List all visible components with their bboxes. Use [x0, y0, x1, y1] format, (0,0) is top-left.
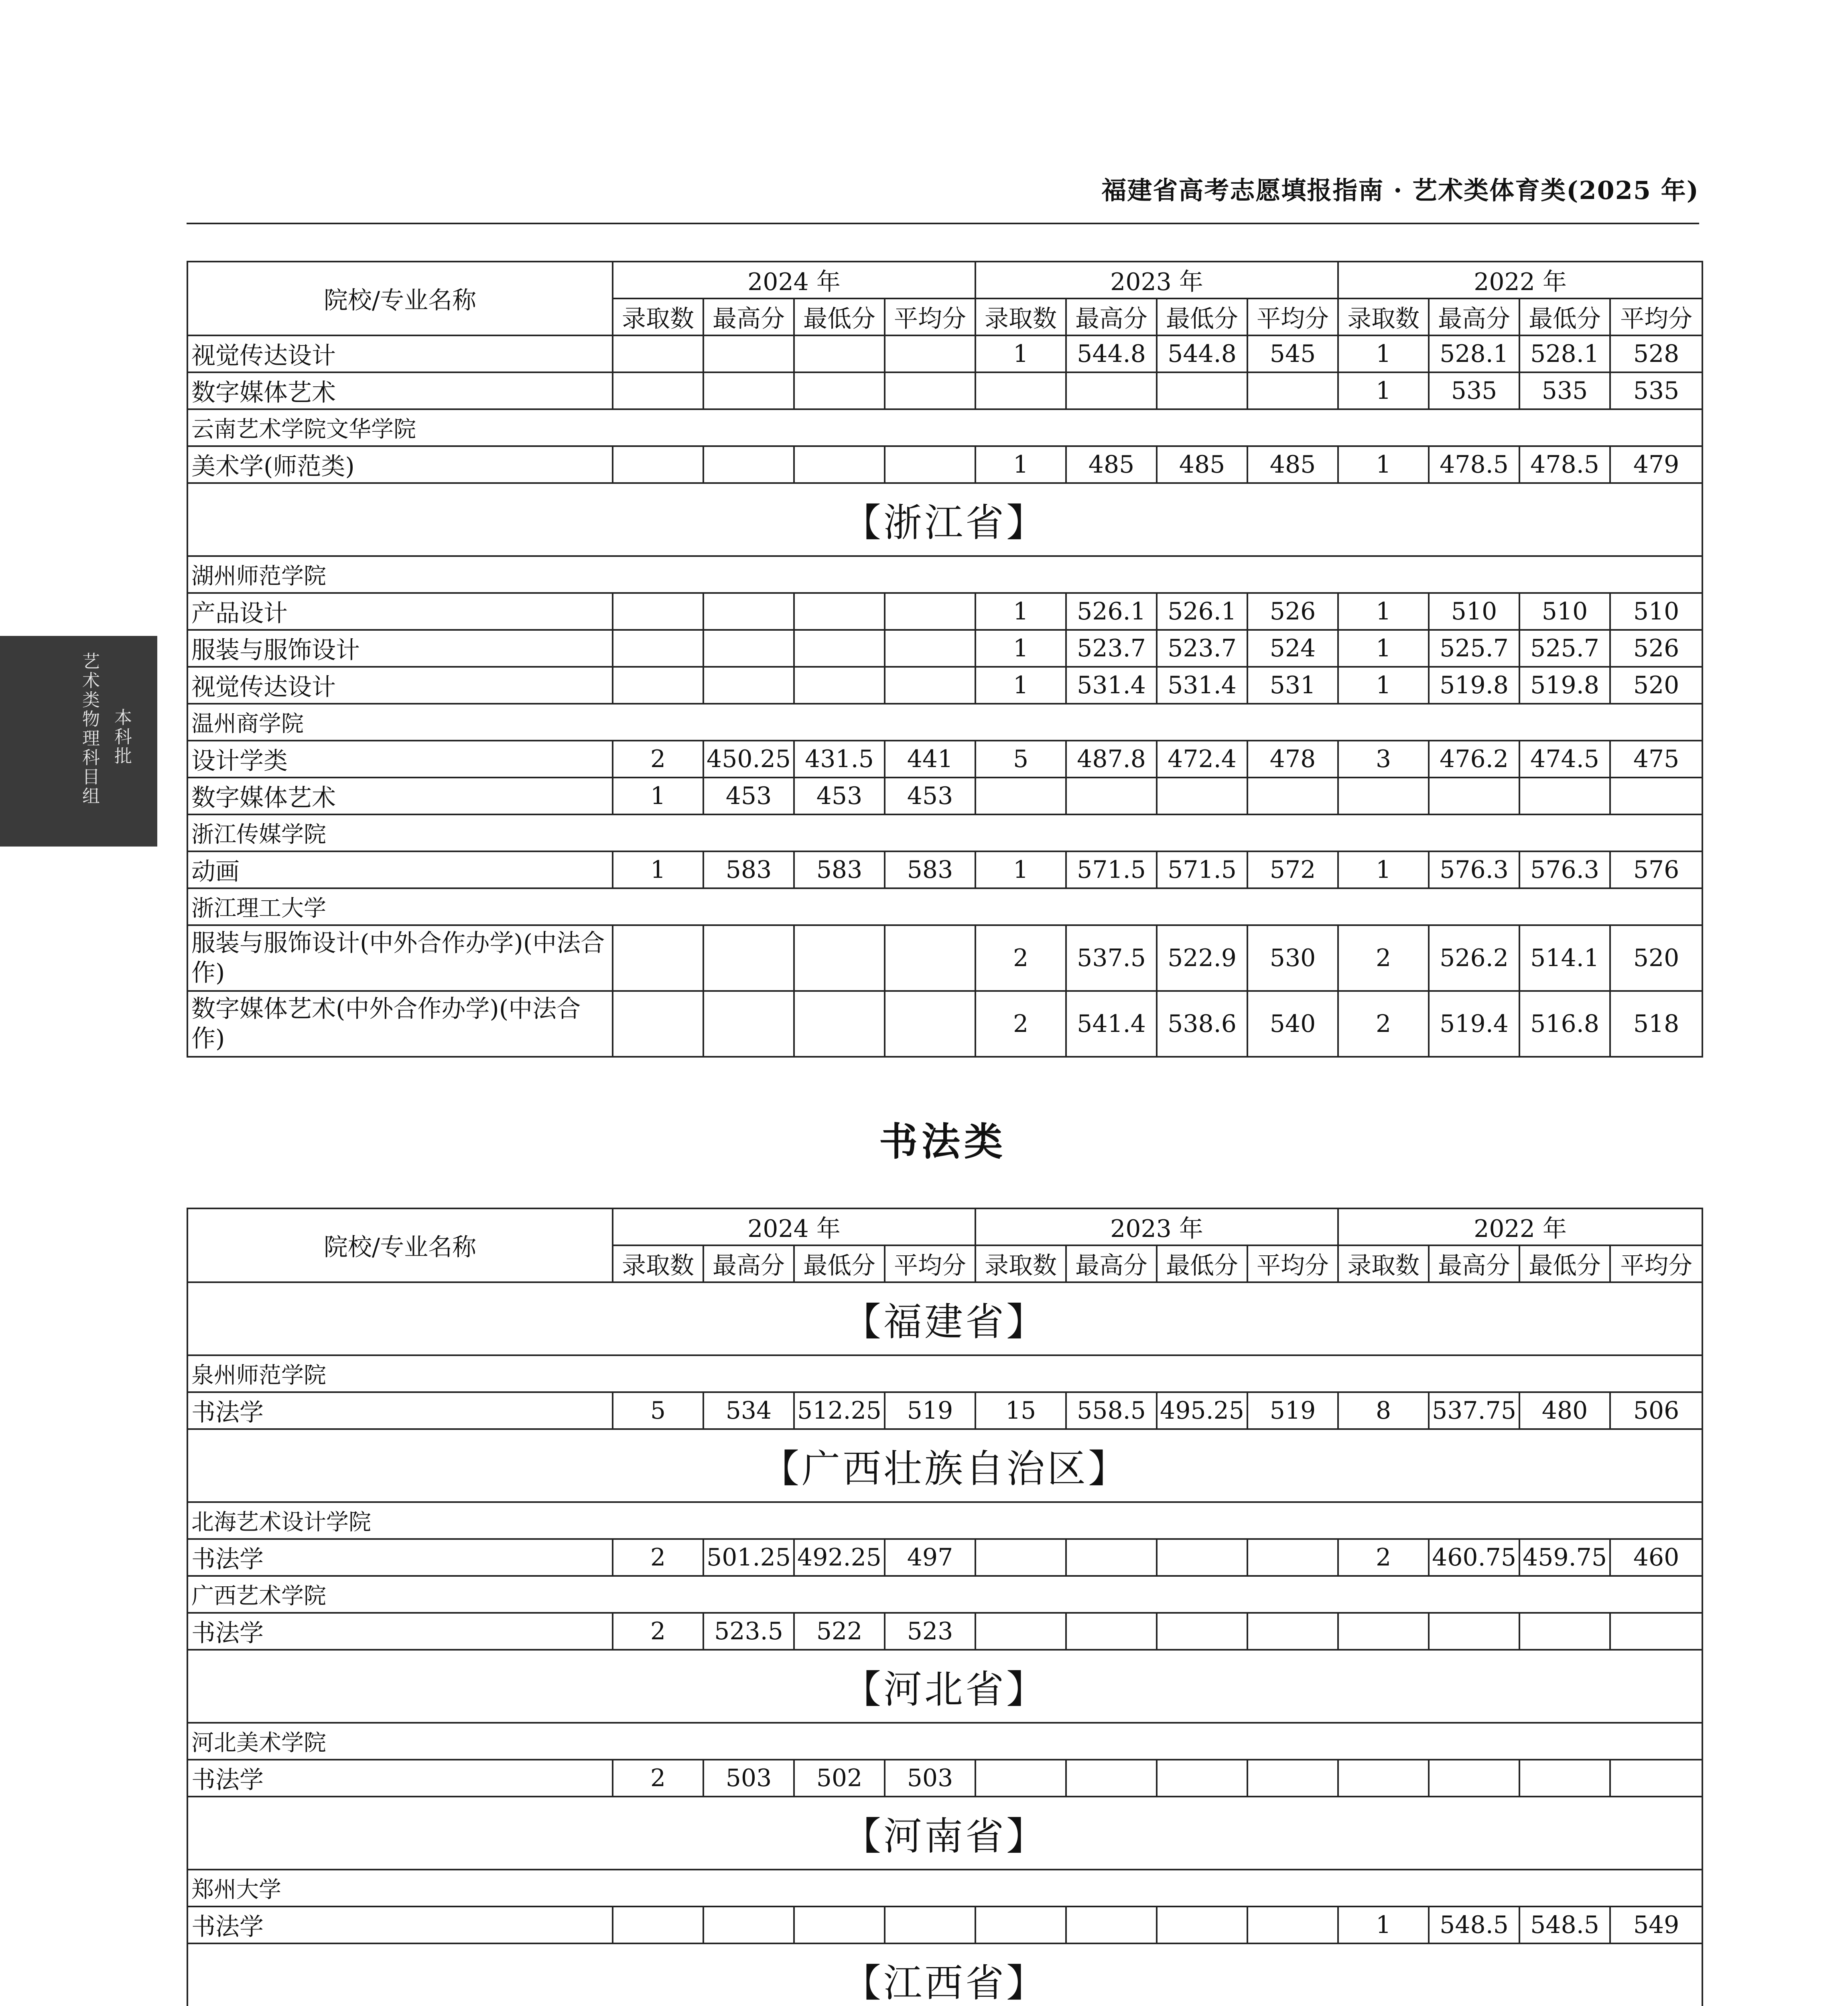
score-cell: 453 [794, 778, 885, 814]
header-subcolumn: 录取数 [975, 298, 1066, 335]
score-cell: 537.5 [1066, 925, 1157, 991]
score-cell [975, 1907, 1066, 1943]
score-cell [613, 446, 703, 483]
header-year: 2023 年 [975, 1208, 1338, 1245]
score-cell: 519 [1247, 1392, 1338, 1429]
score-cell [1066, 1613, 1157, 1650]
school-name: 郑州大学 [187, 1870, 1702, 1907]
header-year: 2023 年 [975, 262, 1338, 298]
score-cell: 576.3 [1429, 851, 1519, 888]
score-cell [1519, 1613, 1610, 1650]
score-cell: 525.7 [1429, 630, 1519, 667]
school-name: 浙江理工大学 [187, 888, 1702, 925]
score-cell: 537.75 [1429, 1392, 1519, 1429]
score-cell: 572 [1247, 851, 1338, 888]
score-cell: 514.1 [1519, 925, 1610, 991]
major-name: 书法学 [187, 1613, 613, 1650]
score-cell [1157, 1907, 1247, 1943]
score-cell [703, 372, 794, 409]
score-cell [1157, 372, 1247, 409]
header-subcolumn: 平均分 [1247, 1245, 1338, 1282]
score-cell [613, 593, 703, 630]
score-cell: 1 [1338, 667, 1429, 704]
score-cell [885, 335, 975, 372]
score-cell [1157, 1760, 1247, 1797]
score-cell [1066, 1539, 1157, 1576]
score-cell: 503 [885, 1760, 975, 1797]
score-cell: 1 [975, 630, 1066, 667]
side-tab [0, 636, 157, 847]
score-cell: 583 [703, 851, 794, 888]
province-row [187, 1797, 1702, 1870]
major-name: 产品设计 [187, 593, 613, 630]
score-cell [1610, 1760, 1702, 1797]
score-cell: 528 [1610, 335, 1702, 372]
major-row [187, 778, 1702, 814]
score-cell [1157, 1613, 1247, 1650]
school-row [187, 409, 1702, 446]
score-cell: 506 [1610, 1392, 1702, 1429]
header-subcolumn: 最低分 [1157, 298, 1247, 335]
score-cell: 510 [1519, 593, 1610, 630]
header-subcolumn: 录取数 [613, 298, 703, 335]
score-cell [613, 372, 703, 409]
major-row [187, 630, 1702, 667]
score-cell: 431.5 [794, 741, 885, 778]
score-cell [1338, 1613, 1429, 1650]
score-cell: 516.8 [1519, 991, 1610, 1057]
province-heading: 【福建省】 [187, 1282, 1702, 1355]
score-cell: 571.5 [1157, 851, 1247, 888]
school-name: 广西艺术学院 [187, 1576, 1702, 1613]
score-cell [1157, 1539, 1247, 1576]
score-cell [794, 667, 885, 704]
score-cell: 519.8 [1519, 667, 1610, 704]
school-row [187, 888, 1702, 925]
score-cell: 523 [885, 1613, 975, 1650]
major-name: 数字媒体艺术(中外合作办学)(中法合作) [187, 991, 613, 1057]
score-cell [1066, 1760, 1157, 1797]
score-cell: 485 [1247, 446, 1338, 483]
score-cell: 1 [1338, 630, 1429, 667]
score-cell: 518 [1610, 991, 1702, 1057]
header-subcolumn: 最低分 [794, 1245, 885, 1282]
school-name: 北海艺术设计学院 [187, 1502, 1702, 1539]
score-cell [703, 925, 794, 991]
header-subcolumn: 录取数 [1338, 1245, 1429, 1282]
score-cell [703, 991, 794, 1057]
score-cell: 3 [1338, 741, 1429, 778]
score-cell: 523.5 [703, 1613, 794, 1650]
score-cell: 538.6 [1157, 991, 1247, 1057]
major-name: 书法学 [187, 1392, 613, 1429]
school-row [187, 1355, 1702, 1392]
score-cell: 2 [1338, 925, 1429, 991]
score-cell: 535 [1519, 372, 1610, 409]
score-cell [794, 925, 885, 991]
header-name: 院校/专业名称 [187, 1208, 613, 1282]
major-row [187, 335, 1702, 372]
score-cell: 549 [1610, 1907, 1702, 1943]
score-cell: 1 [1338, 335, 1429, 372]
score-cell: 522 [794, 1613, 885, 1650]
school-row [187, 1870, 1702, 1907]
score-cell: 548.5 [1429, 1907, 1519, 1943]
major-name: 动画 [187, 851, 613, 888]
score-cell: 544.8 [1157, 335, 1247, 372]
score-cell [885, 593, 975, 630]
header-subcolumn: 录取数 [975, 1245, 1066, 1282]
header-subcolumn: 录取数 [613, 1245, 703, 1282]
province-heading: 【河北省】 [187, 1650, 1702, 1723]
score-cell [975, 1539, 1066, 1576]
school-name: 湖州师范学院 [187, 556, 1702, 593]
score-cell: 512.25 [794, 1392, 885, 1429]
school-name: 温州商学院 [187, 704, 1702, 741]
score-cell: 541.4 [1066, 991, 1157, 1057]
score-cell: 2 [613, 1613, 703, 1650]
score-cell [1429, 1613, 1519, 1650]
score-cell [703, 446, 794, 483]
score-cell: 523.7 [1066, 630, 1157, 667]
major-name: 设计学类 [187, 741, 613, 778]
score-cell: 1 [1338, 851, 1429, 888]
score-cell [703, 630, 794, 667]
school-name: 河北美术学院 [187, 1723, 1702, 1760]
score-cell: 526 [1247, 593, 1338, 630]
major-row [187, 667, 1702, 704]
score-cell: 524 [1247, 630, 1338, 667]
score-cell: 441 [885, 741, 975, 778]
header-year: 2022 年 [1338, 262, 1702, 298]
score-cell: 510 [1429, 593, 1519, 630]
score-cell: 502 [794, 1760, 885, 1797]
score-cell: 520 [1610, 925, 1702, 991]
score-cell [885, 630, 975, 667]
score-cell: 2 [613, 1539, 703, 1576]
header-year: 2024 年 [613, 1208, 975, 1245]
header-name: 院校/专业名称 [187, 262, 613, 335]
major-name: 美术学(师范类) [187, 446, 613, 483]
school-row [187, 704, 1702, 741]
score-cell [975, 778, 1066, 814]
score-cell: 1 [975, 851, 1066, 888]
province-heading: 【河南省】 [187, 1797, 1702, 1870]
score-cell: 479 [1610, 446, 1702, 483]
score-cell: 2 [975, 991, 1066, 1057]
score-cell: 480 [1519, 1392, 1610, 1429]
score-cell [794, 593, 885, 630]
score-cell: 540 [1247, 991, 1338, 1057]
score-cell [703, 593, 794, 630]
score-cell: 1 [613, 851, 703, 888]
admission-table-continued [187, 261, 1703, 1058]
major-name: 视觉传达设计 [187, 335, 613, 372]
score-cell [1247, 1613, 1338, 1650]
province-row [187, 1429, 1702, 1502]
header-subcolumn: 最低分 [1519, 1245, 1610, 1282]
score-cell: 478.5 [1519, 446, 1610, 483]
score-cell: 519 [885, 1392, 975, 1429]
score-cell: 583 [794, 851, 885, 888]
header-subcolumn: 平均分 [885, 298, 975, 335]
province-row [187, 483, 1702, 556]
score-cell [885, 446, 975, 483]
score-cell: 1 [1338, 446, 1429, 483]
score-cell [613, 667, 703, 704]
header-subcolumn: 平均分 [885, 1245, 975, 1282]
major-row [187, 741, 1702, 778]
score-cell: 460 [1610, 1539, 1702, 1576]
score-cell: 528.1 [1519, 335, 1610, 372]
score-cell: 526 [1610, 630, 1702, 667]
major-row [187, 1907, 1702, 1943]
school-row [187, 1502, 1702, 1539]
score-cell: 576.3 [1519, 851, 1610, 888]
score-cell [1429, 778, 1519, 814]
score-cell [613, 335, 703, 372]
score-cell [794, 372, 885, 409]
score-cell [1247, 1539, 1338, 1576]
school-row [187, 556, 1702, 593]
score-cell: 1 [1338, 372, 1429, 409]
score-cell [1247, 372, 1338, 409]
score-cell: 8 [1338, 1392, 1429, 1429]
school-row [187, 1576, 1702, 1613]
major-name: 数字媒体艺术 [187, 372, 613, 409]
score-cell: 450.25 [703, 741, 794, 778]
header-subcolumn: 最高分 [703, 298, 794, 335]
province-row [187, 1282, 1702, 1355]
major-name: 书法学 [187, 1907, 613, 1943]
calligraphy-admission-table [187, 1208, 1703, 2006]
score-cell: 476.2 [1429, 741, 1519, 778]
score-cell [975, 1760, 1066, 1797]
major-name: 数字媒体艺术 [187, 778, 613, 814]
score-cell: 526.1 [1066, 593, 1157, 630]
score-cell: 5 [613, 1392, 703, 1429]
score-cell: 528.1 [1429, 335, 1519, 372]
score-cell: 485 [1066, 446, 1157, 483]
header-subcolumn: 最低分 [1157, 1245, 1247, 1282]
header-subcolumn: 录取数 [1338, 298, 1429, 335]
score-cell [703, 335, 794, 372]
score-cell: 545 [1247, 335, 1338, 372]
score-cell [885, 925, 975, 991]
school-name: 云南艺术学院文华学院 [187, 409, 1702, 446]
score-cell: 2 [1338, 1539, 1429, 1576]
score-cell [885, 372, 975, 409]
header-subcolumn: 最高分 [1066, 1245, 1157, 1282]
province-heading: 【广西壮族自治区】 [187, 1429, 1702, 1502]
score-cell: 1 [975, 446, 1066, 483]
score-cell: 453 [703, 778, 794, 814]
score-cell: 1 [613, 778, 703, 814]
score-cell [1338, 1760, 1429, 1797]
province-heading: 【浙江省】 [187, 483, 1702, 556]
header-subcolumn: 平均分 [1247, 298, 1338, 335]
major-name: 书法学 [187, 1539, 613, 1576]
score-cell [975, 372, 1066, 409]
score-cell [1519, 1760, 1610, 1797]
major-name: 视觉传达设计 [187, 667, 613, 704]
score-cell: 5 [975, 741, 1066, 778]
score-cell: 525.7 [1519, 630, 1610, 667]
score-cell: 571.5 [1066, 851, 1157, 888]
major-row [187, 1760, 1702, 1797]
school-row [187, 814, 1702, 851]
score-cell [1247, 1760, 1338, 1797]
score-cell [1066, 1907, 1157, 1943]
major-row [187, 1613, 1702, 1650]
score-cell [885, 991, 975, 1057]
school-name: 浙江传媒学院 [187, 814, 1702, 851]
score-cell: 531 [1247, 667, 1338, 704]
score-cell [1429, 1760, 1519, 1797]
header-subcolumn: 平均分 [1610, 298, 1702, 335]
score-cell: 495.25 [1157, 1392, 1247, 1429]
score-cell [1157, 778, 1247, 814]
score-cell: 534 [703, 1392, 794, 1429]
score-cell: 523.7 [1157, 630, 1247, 667]
score-cell [1610, 1613, 1702, 1650]
score-cell: 526.1 [1157, 593, 1247, 630]
score-cell: 478.5 [1429, 446, 1519, 483]
header-subcolumn: 最高分 [1429, 298, 1519, 335]
score-cell: 501.25 [703, 1539, 794, 1576]
score-cell [613, 925, 703, 991]
major-row [187, 593, 1702, 630]
score-cell [613, 630, 703, 667]
score-cell: 459.75 [1519, 1539, 1610, 1576]
header-subcolumn: 最低分 [1519, 298, 1610, 335]
school-name: 泉州师范学院 [187, 1355, 1702, 1392]
score-cell: 576 [1610, 851, 1702, 888]
score-cell: 535 [1610, 372, 1702, 409]
header-year: 2024 年 [613, 262, 975, 298]
header-year: 2022 年 [1338, 1208, 1702, 1245]
score-cell: 503 [703, 1760, 794, 1797]
score-cell: 487.8 [1066, 741, 1157, 778]
score-cell: 1 [975, 593, 1066, 630]
score-cell [1247, 1907, 1338, 1943]
score-cell [703, 1907, 794, 1943]
score-cell: 2 [613, 1760, 703, 1797]
score-cell [1247, 778, 1338, 814]
running-header: 福建省高考志愿填报指南 · 艺术类体育类(2025 年) [1101, 176, 1699, 205]
score-cell: 531.4 [1157, 667, 1247, 704]
score-cell: 519.4 [1429, 991, 1519, 1057]
major-row [187, 851, 1702, 888]
score-cell: 2 [613, 741, 703, 778]
score-cell: 583 [885, 851, 975, 888]
major-name: 书法学 [187, 1760, 613, 1797]
score-cell: 526.2 [1429, 925, 1519, 991]
score-cell: 485 [1157, 446, 1247, 483]
score-cell: 15 [975, 1392, 1066, 1429]
major-row [187, 1392, 1702, 1429]
score-cell: 460.75 [1429, 1539, 1519, 1576]
score-cell [613, 1907, 703, 1943]
score-cell [794, 991, 885, 1057]
province-row [187, 1650, 1702, 1723]
score-cell: 2 [1338, 991, 1429, 1057]
score-cell: 520 [1610, 667, 1702, 704]
score-cell: 530 [1247, 925, 1338, 991]
score-cell [794, 1907, 885, 1943]
header-subcolumn: 最低分 [794, 298, 885, 335]
header-rule [187, 223, 1699, 224]
score-cell [1066, 372, 1157, 409]
score-cell: 2 [975, 925, 1066, 991]
score-cell: 544.8 [1066, 335, 1157, 372]
score-cell: 535 [1429, 372, 1519, 409]
score-cell: 1 [975, 667, 1066, 704]
score-cell: 519.8 [1429, 667, 1519, 704]
major-row [187, 372, 1702, 409]
score-cell [975, 1613, 1066, 1650]
score-cell: 475 [1610, 741, 1702, 778]
score-cell: 1 [975, 335, 1066, 372]
score-cell [794, 630, 885, 667]
score-cell [1610, 778, 1702, 814]
score-cell: 1 [1338, 1907, 1429, 1943]
major-row [187, 446, 1702, 483]
score-cell: 522.9 [1157, 925, 1247, 991]
major-row [187, 991, 1702, 1057]
score-cell: 558.5 [1066, 1392, 1157, 1429]
school-row [187, 1723, 1702, 1760]
header-subcolumn: 最高分 [1429, 1245, 1519, 1282]
score-cell [1338, 778, 1429, 814]
score-cell: 531.4 [1066, 667, 1157, 704]
province-heading: 【江西省】 [187, 1943, 1702, 2006]
score-cell: 453 [885, 778, 975, 814]
score-cell: 548.5 [1519, 1907, 1610, 1943]
score-cell: 478 [1247, 741, 1338, 778]
score-cell: 497 [885, 1539, 975, 1576]
major-row [187, 925, 1702, 991]
major-row [187, 1539, 1702, 1576]
header-subcolumn: 平均分 [1610, 1245, 1702, 1282]
score-cell [703, 667, 794, 704]
score-cell: 492.25 [794, 1539, 885, 1576]
major-name: 服装与服饰设计 [187, 630, 613, 667]
score-cell: 472.4 [1157, 741, 1247, 778]
score-cell [885, 1907, 975, 1943]
score-cell [794, 335, 885, 372]
score-cell [794, 446, 885, 483]
province-row [187, 1943, 1702, 2006]
section-title: 书法类 [879, 1119, 1007, 1164]
score-cell: 1 [1338, 593, 1429, 630]
score-cell: 510 [1610, 593, 1702, 630]
side-tab-batch: 本科批 [111, 708, 132, 766]
score-cell [885, 667, 975, 704]
major-name: 服装与服饰设计(中外合作办学)(中法合作) [187, 925, 613, 991]
header-subcolumn: 最高分 [703, 1245, 794, 1282]
header-subcolumn: 最高分 [1066, 298, 1157, 335]
score-cell: 474.5 [1519, 741, 1610, 778]
score-cell [1519, 778, 1610, 814]
score-cell [1066, 778, 1157, 814]
side-tab-category: 艺术类物理科目组 [79, 652, 100, 806]
score-cell [613, 991, 703, 1057]
